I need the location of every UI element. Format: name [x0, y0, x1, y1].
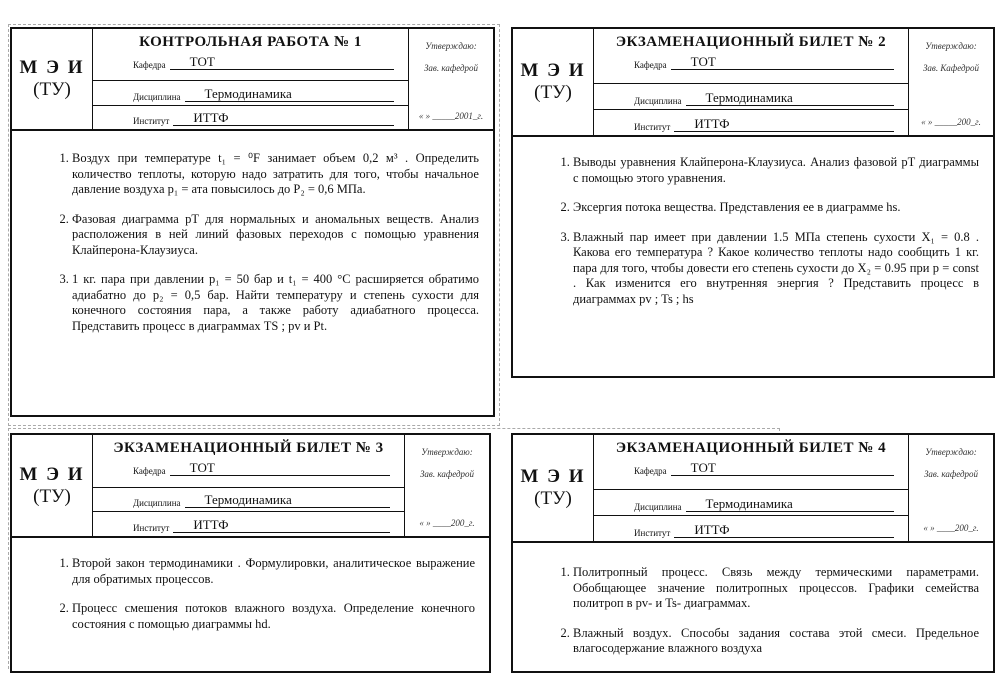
- title-row: [93, 435, 404, 488]
- ticket-card: [10, 27, 495, 417]
- discipline-value: Термодинамика: [185, 493, 390, 508]
- organization-subname: (ТУ): [534, 82, 572, 103]
- ticket-title: ЭКЗАМЕНАЦИОННЫЙ БИЛЕТ № 2: [615, 34, 887, 50]
- kafedra-label: Кафедра: [634, 60, 667, 70]
- question-item: 1. Второй закон термодинамики . Формулировки, аналитическое выражение для обратимых процессов.: [72, 556, 475, 587]
- ticket-card: [10, 433, 491, 673]
- kafedra-field: [93, 461, 404, 479]
- discipline-row: [594, 490, 908, 516]
- discipline-value: Термодинамика: [185, 87, 394, 102]
- discipline-field: [594, 84, 908, 109]
- kafedra-label: Кафедра: [133, 60, 166, 70]
- institute-field: [594, 516, 908, 541]
- institute-label: Институт: [133, 115, 170, 126]
- approval-date: « » _____2001_г.: [418, 111, 484, 121]
- discipline-row: [93, 488, 404, 513]
- organization-cell: [12, 29, 93, 129]
- approval-cell: [405, 435, 489, 536]
- organization-name: М Э И: [19, 463, 85, 485]
- ticket-card: [511, 27, 995, 378]
- institute-row: [93, 106, 408, 129]
- ticket-header: [12, 29, 493, 131]
- organization-subname: (ТУ): [33, 485, 71, 507]
- discipline-value: Термодинамика: [686, 91, 894, 106]
- organization-name: М Э И: [19, 57, 85, 78]
- discipline-field: [594, 490, 908, 515]
- ticket-header: [513, 29, 993, 137]
- discipline-label: Дисциплина: [634, 96, 682, 107]
- ticket-header: [513, 435, 993, 543]
- head-of-department-label: Зав. Кафедрой: [922, 63, 980, 73]
- institute-field: [594, 110, 908, 135]
- title-row: [594, 435, 908, 490]
- ticket-header: [12, 435, 489, 538]
- question-list: [513, 565, 993, 657]
- kafedra-label: Кафедра: [634, 466, 667, 476]
- question-list: [12, 151, 493, 334]
- organization-subname: (ТУ): [33, 79, 71, 100]
- institute-row: [594, 110, 908, 135]
- discipline-row: [93, 81, 408, 105]
- question-item: 2. Фазовая диаграмма pT для нормальных и аномальных веществ. Анализ расположения в ней линий фазовых переходов с помощью уравнения Клайперона-Клаузиуса.: [72, 212, 479, 259]
- approval-cell: [409, 29, 493, 129]
- discipline-field: [93, 81, 408, 104]
- question-item: 2. Процесс смешения потоков влажного воздуха. Определение конечного состояния с помощью диаграммы hd.: [72, 601, 475, 632]
- ticket-info-cell: [594, 29, 909, 135]
- ticket-title: ЭКЗАМЕНАЦИОННЫЙ БИЛЕТ № 3: [113, 440, 384, 456]
- discipline-label: Дисциплина: [634, 502, 682, 513]
- approval-date: « » _____200_г.: [921, 117, 981, 127]
- kafedra-value: ТОТ: [671, 55, 894, 70]
- approval-label: Утверждаю:: [425, 41, 477, 51]
- approval-label: Утверждаю:: [421, 447, 473, 457]
- title-row: [93, 29, 408, 81]
- ticket-card: [511, 433, 995, 673]
- ticket-info-cell: [594, 435, 909, 541]
- question-item: 2. Влажный воздух. Способы задания состава этой смеси. Предельное влагосодержание влажного воздуха: [573, 626, 979, 657]
- ticket-title: КОНТРОЛЬНАЯ РАБОТА № 1: [139, 34, 362, 50]
- institute-row: [93, 512, 404, 536]
- ticket-info-cell: [93, 435, 405, 536]
- discipline-value: Термодинамика: [686, 497, 894, 512]
- institute-value: ИТТФ: [674, 523, 894, 538]
- question-list: [513, 155, 993, 307]
- question-item: 2. Эксергия потока вещества. Представления ее в диаграмме hs.: [573, 200, 979, 216]
- discipline-row: [594, 84, 908, 110]
- kafedra-field: [594, 461, 908, 479]
- organization-subname: (ТУ): [534, 488, 572, 509]
- approval-date: « » ____200_г.: [419, 518, 475, 528]
- institute-field: [93, 512, 404, 536]
- discipline-label: Дисциплина: [133, 498, 181, 509]
- approval-cell: [909, 29, 993, 135]
- organization-cell: [513, 29, 594, 135]
- approval-label: Утверждаю:: [925, 447, 977, 457]
- institute-row: [594, 516, 908, 541]
- head-of-department-label: Зав. кафедрой: [419, 469, 475, 479]
- institute-value: ИТТФ: [173, 111, 394, 126]
- institute-value: ИТТФ: [674, 117, 894, 132]
- approval-date: « » ____200_г.: [923, 523, 979, 533]
- ticket-info-cell: [93, 29, 409, 129]
- question-list: [12, 556, 489, 632]
- question-item: 3. 1 кг. пара при давлении p₁ = 50 бар и t₁ = 400 °C расширяется обратимо адиабатно до p₂ = 0,5 бар. Найти температуру и степень сухости для конечного состояния пара, а также работу адиабатного процесса. Представить процесс в диаграммах TS ; pv и Pt.: [72, 272, 479, 334]
- institute-field: [93, 106, 408, 129]
- organization-name: М Э И: [520, 466, 586, 487]
- question-item: 1. Выводы уравнения Клайперона-Клаузиуса. Анализ фазовой pT диаграммы с помощью этого уравнения.: [573, 155, 979, 186]
- institute-label: Институт: [634, 122, 671, 133]
- head-of-department-label: Зав. кафедрой: [423, 63, 479, 73]
- kafedra-label: Кафедра: [133, 466, 166, 476]
- kafedra-field: [594, 55, 908, 73]
- approval-cell: [909, 435, 993, 541]
- discipline-field: [93, 488, 404, 512]
- institute-label: Институт: [133, 523, 170, 533]
- question-item: 1. Воздух при температуре t₁ = ⁰F занимает объем 0,2 м³ . Определить количество теплоты, которую надо затратить для того, чтобы начальное давление воздуха p₁ = ата повысилось до P₂ = 0,6 МПа.: [72, 151, 479, 198]
- organization-cell: [12, 435, 93, 536]
- title-row: [594, 29, 908, 84]
- kafedra-value: ТОТ: [671, 461, 894, 476]
- question-item: 3. Влажный пар имеет при давлении 1.5 МПа степень сухости X₁ = 0.8 . Какова его температура ? Какое количество теплоты надо сообщить 1 кг. пара для того, чтобы довести его степень сухости до X₂ = 0.95 при p = const . Как изменится его внутренняя энергия ? Представить процесс в диаграммах pv ; Ts ; hs: [573, 230, 979, 308]
- head-of-department-label: Зав. кафедрой: [923, 469, 979, 479]
- discipline-label: Дисциплина: [133, 91, 181, 102]
- kafedra-value: ТОТ: [170, 55, 394, 70]
- kafedra-value: ТОТ: [170, 461, 390, 476]
- ticket-title: ЭКЗАМЕНАЦИОННЫЙ БИЛЕТ № 4: [615, 440, 887, 456]
- organization-cell: [513, 435, 594, 541]
- kafedra-field: [93, 55, 408, 73]
- question-item: 1. Политропный процесс. Связь между термическими параметрами. Обобщающее значение политропных процессов. Графики семейства политроп в pv- и Ts- диаграммах.: [573, 565, 979, 612]
- organization-name: М Э И: [520, 60, 586, 81]
- approval-label: Утверждаю:: [925, 41, 977, 51]
- institute-value: ИТТФ: [173, 518, 390, 533]
- institute-label: Институт: [634, 528, 671, 539]
